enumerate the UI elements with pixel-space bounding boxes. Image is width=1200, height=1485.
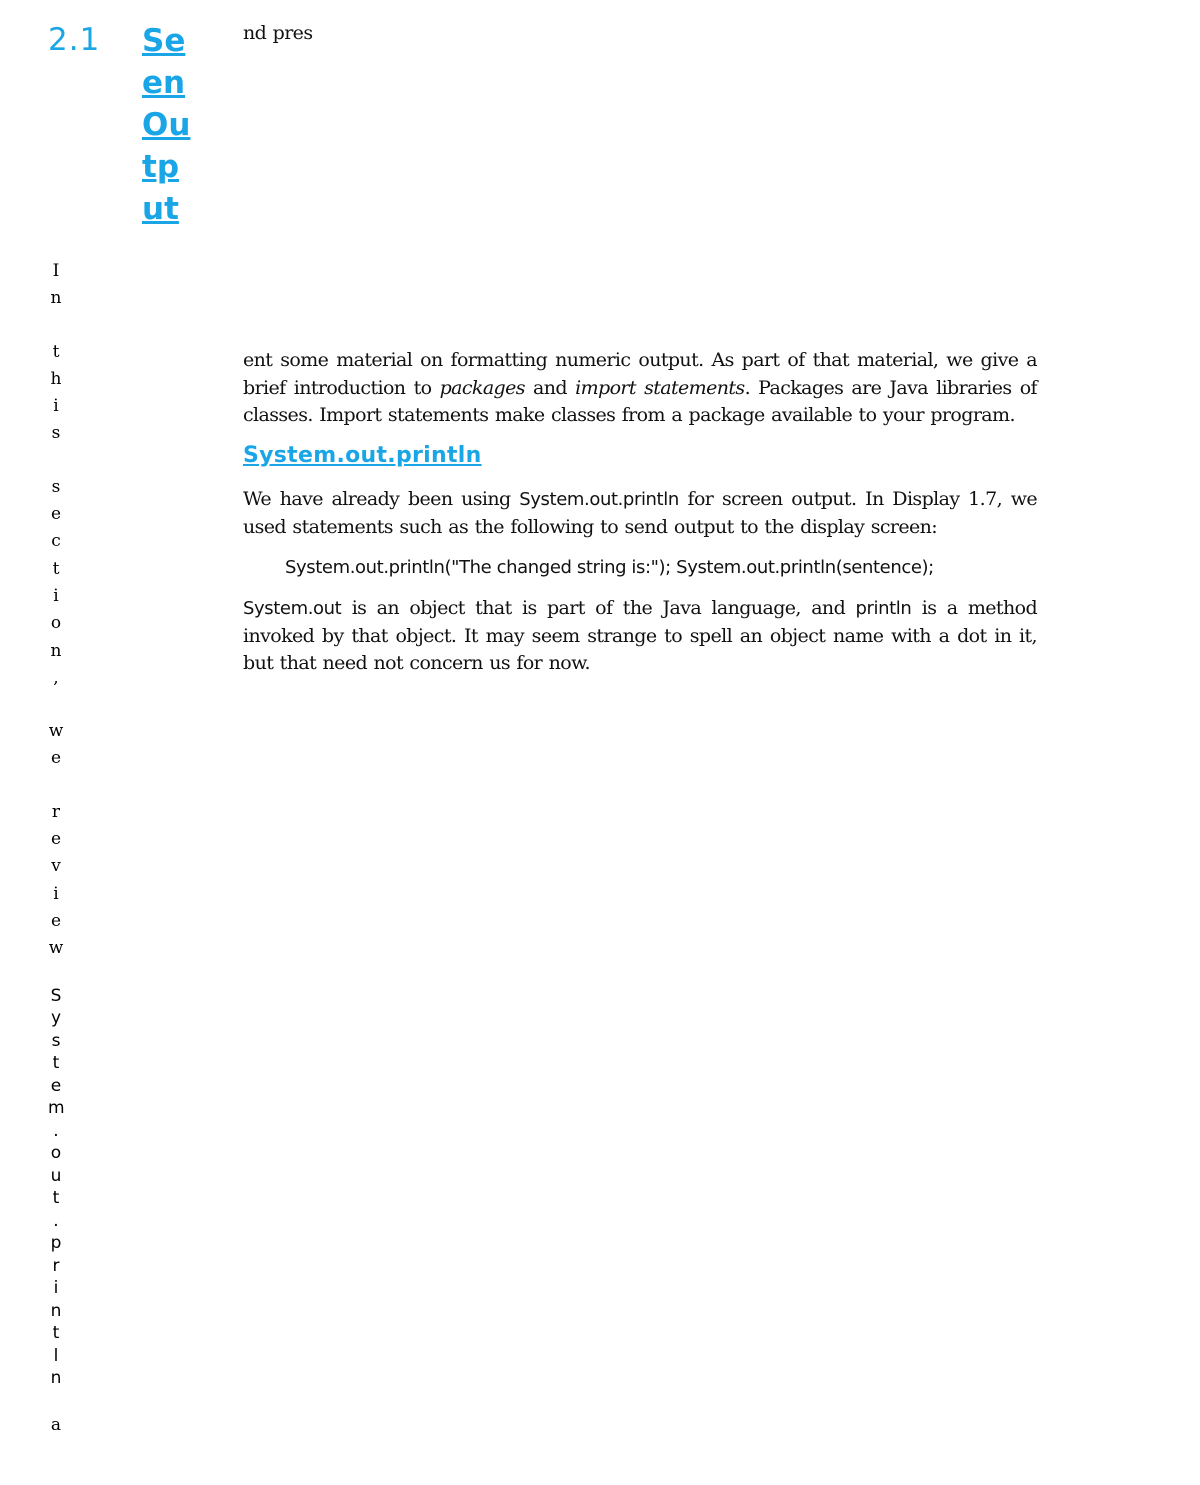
vertical-text-char: t <box>52 1323 60 1344</box>
vertical-text-char: v <box>51 856 61 877</box>
vertical-text-gap <box>48 313 64 339</box>
section-title-part: ut <box>142 191 179 227</box>
section-title-part: en <box>142 65 186 101</box>
vertical-text-char: w <box>48 721 64 742</box>
subheading-println[interactable]: System.out.println <box>243 443 482 468</box>
vertical-text-char: n <box>50 1300 62 1321</box>
intro-text: and <box>524 376 576 399</box>
vertical-text-char: o <box>50 613 62 634</box>
vertical-text-char: h <box>50 368 62 389</box>
section-title-part: Se <box>142 23 186 59</box>
vertical-text-char: n <box>50 640 62 661</box>
section-title-part: Ou <box>142 107 191 143</box>
paragraph-text: for screen output. In Display 1.7, we used statements such as the following to send output to the display screen: <box>243 488 1037 538</box>
vertical-text-char: a <box>50 1414 62 1435</box>
paragraph-text: is a method invoked by that object. It may seem strange to spell an object name with a dot in it, but that need not concern us for now. <box>243 597 1038 674</box>
vertical-text-char: y <box>50 1008 62 1029</box>
vertical-text-char: e <box>50 748 62 769</box>
section-number: 2.1 <box>48 22 101 58</box>
section-title-part: tp <box>142 149 180 185</box>
inline-code: System.out <box>243 598 342 619</box>
paragraph-text: is an object that is part of the Java language, and <box>341 597 856 619</box>
body-fragment-top: nd pres <box>243 22 313 44</box>
vertical-text-char: i <box>53 883 59 904</box>
vertical-text-gap <box>48 773 64 799</box>
vertical-text-char: i <box>53 396 59 417</box>
inline-code: println <box>855 598 912 619</box>
import-statements-term: import statements <box>575 376 745 399</box>
inline-code: System.out.println <box>519 489 679 510</box>
vertical-text-char: w <box>48 938 64 959</box>
vertical-text-char: . <box>53 1120 59 1141</box>
vertical-text-char: S <box>50 985 62 1006</box>
vertical-text-gap <box>48 1390 64 1412</box>
vertical-text-char: e <box>50 1075 62 1096</box>
vertical-text-column <box>48 258 64 1439</box>
vertical-text-char: o <box>50 1143 62 1164</box>
vertical-text-char: . <box>53 1210 59 1231</box>
intro-text: ent some material on formatting numeric output. As part of that material, we give a brief introduction to <box>243 349 1037 399</box>
vertical-text-char: m <box>48 1098 65 1119</box>
vertical-text-char: t <box>52 1188 60 1209</box>
vertical-text-char: i <box>53 585 59 606</box>
vertical-text-char: r <box>51 801 61 822</box>
intro-paragraph <box>243 347 1037 430</box>
code-example: System.out.println("The changed string is:"); System.out.println(sentence); <box>285 557 934 578</box>
vertical-text-char: s <box>51 423 61 444</box>
vertical-text-char: i <box>53 1278 59 1299</box>
vertical-text-char: s <box>51 1030 61 1051</box>
vertical-text-char: n <box>50 288 62 309</box>
vertical-text-char: l <box>53 1345 59 1366</box>
vertical-text-char: , <box>53 667 59 688</box>
paragraph-println-usage <box>243 486 1037 541</box>
vertical-text-char: p <box>50 1233 62 1254</box>
vertical-text-char: n <box>50 1368 62 1389</box>
vertical-text-char: e <box>50 504 62 525</box>
vertical-text-char: r <box>52 1255 60 1276</box>
vertical-text-gap <box>48 963 64 985</box>
vertical-text-char: e <box>50 829 62 850</box>
intro-text: . Packages are Java libraries of classes. Import statements make classes from a package available to your program. <box>243 376 1037 426</box>
packages-term: packages <box>439 376 525 399</box>
vertical-text-char: t <box>52 341 60 362</box>
vertical-text-char: e <box>50 910 62 931</box>
vertical-text-gap <box>48 692 64 718</box>
vertical-text-char: u <box>50 1165 62 1186</box>
vertical-text-gap <box>48 448 64 474</box>
section-title[interactable] <box>142 20 190 230</box>
vertical-text-char: s <box>51 476 61 497</box>
vertical-text-char: t <box>52 1053 60 1074</box>
paragraph-text: We have already been using <box>243 488 520 510</box>
vertical-text-char: I <box>52 261 60 281</box>
vertical-text-char: c <box>51 531 61 552</box>
paragraph-system-out <box>243 595 1037 678</box>
vertical-text-char: t <box>52 558 60 579</box>
